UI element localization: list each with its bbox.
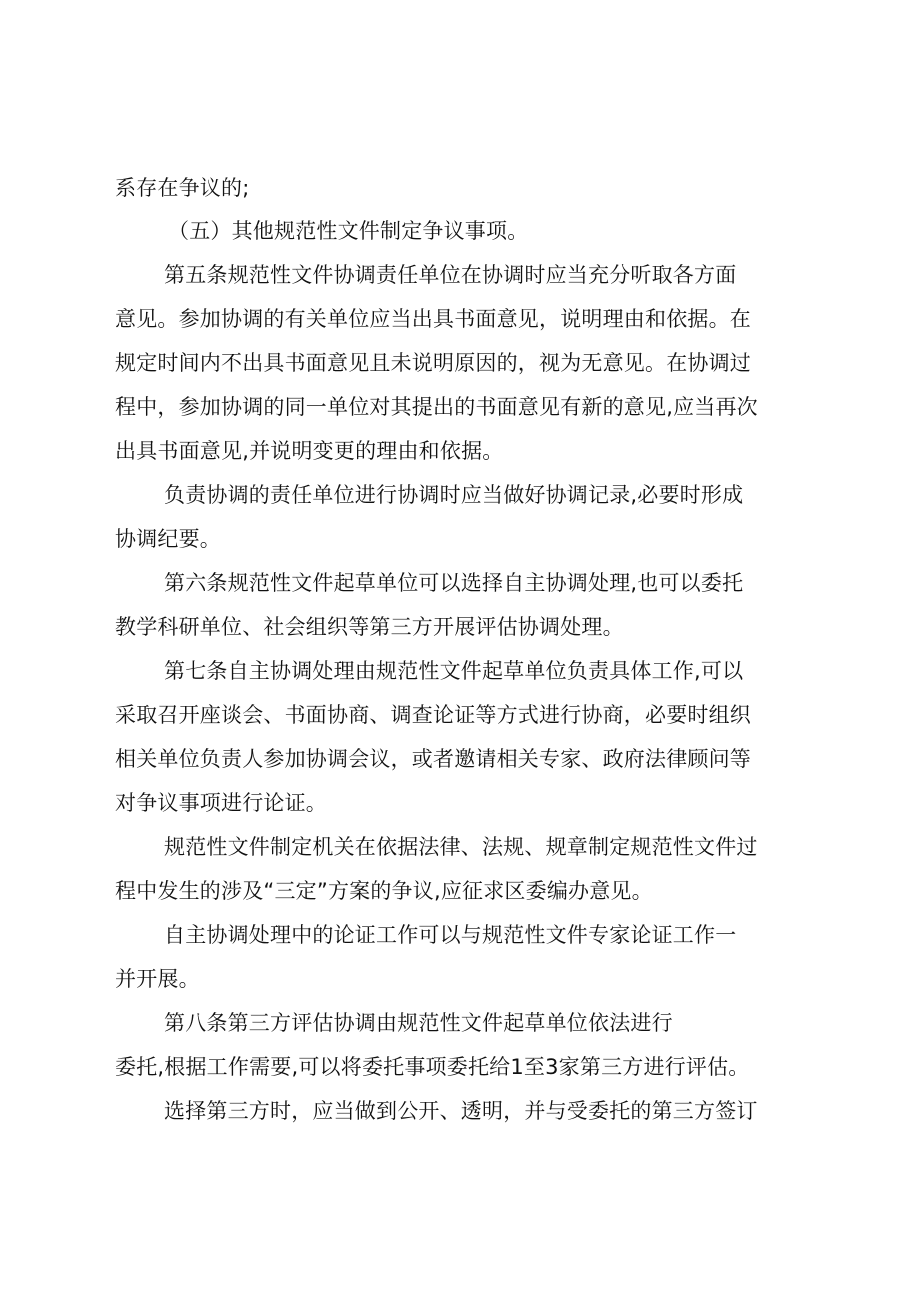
- text-line-16: 规范性文件制定机关在依据法律、法规、规章制定规范性文件过: [164, 835, 758, 859]
- text-line-9: 协调纪要。: [115, 527, 221, 551]
- text-line-19: 并开展。: [115, 967, 200, 991]
- text-line-20: 第八条第三方评估协调由规范性文件起草单位依法进行: [164, 1011, 673, 1035]
- text-line-8: 负责协调的责任单位进行协调时应当做好协调记录,必要时形成: [164, 483, 744, 507]
- text-line-3: 第五条规范性文件协调责任单位在协调时应当充分听取各方面: [164, 263, 737, 287]
- text-line-4: 意见。参加协调的有关单位应当出具书面意见，说明理由和依据。在: [115, 307, 751, 331]
- text-line-6: 程中，参加协调的同一单位对其提出的书面意见有新的意见,应当再次: [115, 395, 758, 419]
- text-line-11: 教学科研单位、社会组织等第三方开展评估协调处理。: [115, 615, 624, 639]
- text-line-13: 采取召开座谈会、书面协商、调查论证等方式进行协商，必要时组织: [115, 703, 751, 727]
- text-line-5: 规定时间内不出具书面意见且未说明原因的，视为无意见。在协调过: [115, 351, 751, 375]
- text-line-21: 委托,根据工作需要,可以将委托事项委托给1至3家第三方进行评估。: [115, 1055, 750, 1079]
- text-line-15: 对争议事项进行论证。: [115, 791, 327, 815]
- text-line-2: （五）其他规范性文件制定争议事项。: [168, 219, 529, 243]
- text-line-1: 系存在争议的;: [115, 176, 250, 200]
- text-line-7: 出具书面意见,并说明变更的理由和依据。: [115, 439, 504, 463]
- text-line-17: 程中发生的涉及“三定”方案的争议,应征求区委编办意见。: [115, 879, 653, 903]
- text-line-22: 选择第三方时，应当做到公开、透明，并与受委托的第三方签订: [164, 1099, 758, 1123]
- text-line-18: 自主协调处理中的论证工作可以与规范性文件专家论证工作一: [164, 923, 737, 947]
- text-line-12: 第七条自主协调处理由规范性文件起草单位负责具体工作,可以: [164, 659, 744, 683]
- text-line-14: 相关单位负责人参加协调会议，或者邀请相关专家、政府法律顾问等: [115, 747, 751, 771]
- text-line-10: 第六条规范性文件起草单位可以选择自主协调处理,也可以委托: [164, 571, 744, 595]
